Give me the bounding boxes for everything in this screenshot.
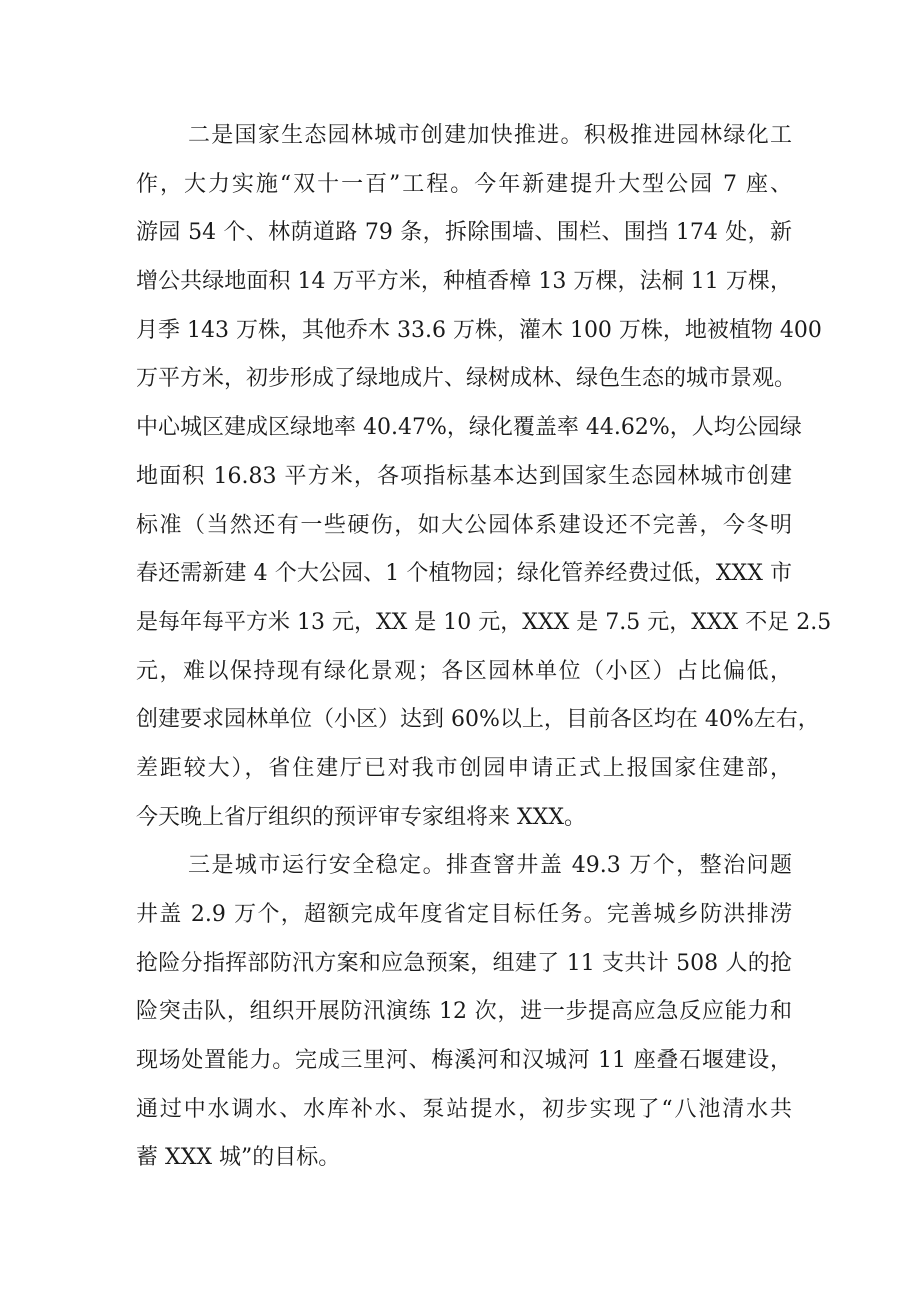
paragraph-line: 游园 54 个、林荫道路 79 条，拆除围墙、围栏、围挡 174 处，新 [136, 220, 792, 246]
paragraph-line: 抢险分指挥部防汛方案和应急预案，组建了 11 支共计 508 人的抢 [136, 950, 792, 976]
paragraph-line: 现场处置能力。完成三里河、梅溪河和汉城河 11 座叠石堰建设， [136, 1048, 792, 1074]
paragraph-line: 二是国家生态园林城市创建加快推进。积极推进园林绿化工 [188, 123, 792, 148]
document-body [136, 112, 832, 1183]
paragraph-city-safety [136, 842, 792, 1183]
paragraph-line: 险突击队，组织开展防汛演练 12 次，进一步提高应急反应能力和 [136, 999, 792, 1025]
paragraph-line: 井盖 2.9 万个，超额完成年度省定目标任务。完善城乡防洪排涝 [136, 902, 792, 927]
paragraph-line: 作，大力实施“双十一百”工程。今年新建提升大型公园 7 座、 [136, 171, 792, 197]
paragraph-line: 通过中水调水、水库补水、泵站提水，初步实现了“八池清水共 [136, 1096, 792, 1122]
paragraph-line: 地面积 16.83 平方米，各项指标基本达到国家生态园林城市创建 [136, 463, 792, 489]
paragraph-line: 创建要求园林单位（小区）达到 60%以上，目前各区均在 40%左右， [136, 707, 820, 733]
paragraph-line: 蓄 XXX 城”的目标。 [136, 1145, 341, 1171]
paragraph-line: 三是城市运行安全稳定。排查窨井盖 49.3 万个，整治问题 [188, 853, 792, 879]
paragraph-line: 是每年每平方米 13 元，XX 是 10 元，XXX 是 7.5 元，XXX 不足 2.5 [136, 609, 832, 635]
paragraph-line: 万平方米，初步形成了绿地成片、绿树成林、绿色生态的城市景观。 [136, 366, 797, 392]
paragraph-line: 中心城区建成区绿地率 40.47%，绿化覆盖率 44.62%，人均公园绿 [136, 415, 802, 441]
paragraph-line: 月季 143 万株，其他乔木 33.6 万株，灌木 100 万株，地被植物 400 [136, 317, 822, 343]
paragraph-line: 差距较大），省住建厅已对我市创园申请正式上报国家住建部， [136, 755, 792, 781]
paragraph-garden-city [136, 112, 832, 842]
paragraph-line: 春还需新建 4 个大公园、1 个植物园；绿化管养经费过低，XXX 市 [136, 561, 792, 587]
paragraph-line: 今天晚上省厅组织的预评审专家组将来 XXX。 [136, 804, 586, 830]
paragraph-line: 标准（当然还有一些硬伤，如大公园体系建设还不完善，今冬明 [136, 512, 792, 538]
paragraph-line: 增公共绿地面积 14 万平方米，种植香樟 13 万棵，法桐 11 万棵， [136, 269, 792, 295]
paragraph-line: 元，难以保持现有绿化景观；各区园林单位（小区）占比偏低， [136, 658, 792, 684]
